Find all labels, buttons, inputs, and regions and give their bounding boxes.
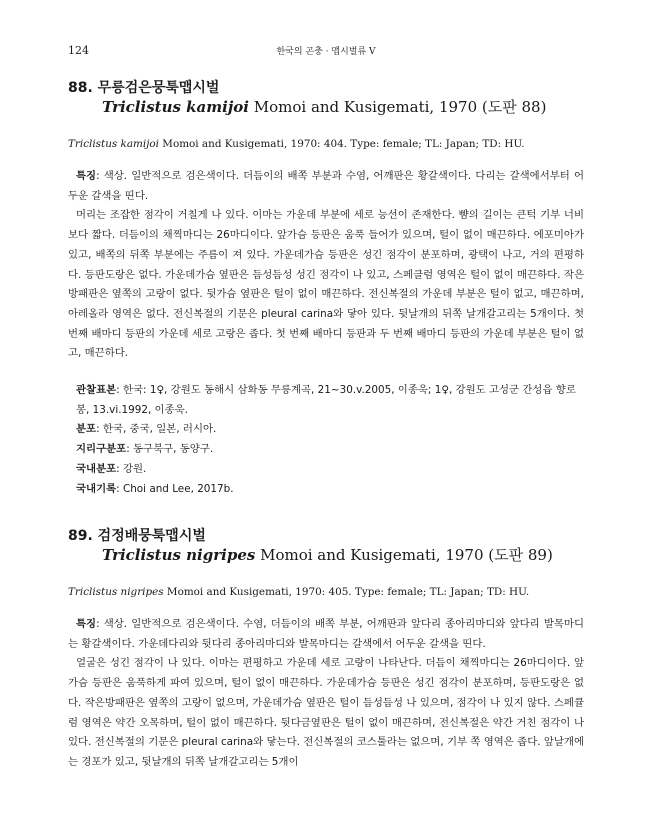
citation-details: Momoi and Kusigemati, 1970: 405. Type: female; TL: Japan; TD: HU. — [163, 586, 530, 598]
citation-name: Triclistus kamijoi — [68, 138, 159, 150]
domestic-distribution — [68, 460, 584, 480]
distribution — [68, 420, 584, 440]
original-citation — [68, 137, 584, 151]
morphology-paragraph: 얼굴은 성긴 점각이 나 있다. 이마는 편평하고 가운데 세로 고랑이 나타난다. 더듬이 채찍마디는 26마디이다. 앞가슴 등판은 움푹하게 파여 있으며, 털이 없이 매끈하다. 가운데가슴 등판은 성긴 점각이 분포하며, 등판도랑은 없다. 작은방패판은 옆쪽의 고랑이 없으며, 가운데가슴 옆판은 털이 듬성듬성 나 있으며, 점각이 나 있지 않다. 스페큘럼 영역은 약간 오목하며, 털이 없이 매끈하다. 뒷다금옆판은 털이 없이 매끈하며, 전신복절은 약간 거친 점각이 나 있다. 전신복절의 기문은 pleural carina와 닿는다. 전신복절의 코스툴라는 없으며, 기부 쪽 영역은 좁다. 앞날개에는 경포가 있고, 뒷날개의 뒤쪽 날개갈고리는 5개이 — [68, 657, 584, 768]
species-title-scientific — [102, 545, 584, 565]
scientific-name: Triclistus nigripes — [102, 546, 256, 564]
authority: Momoi and Kusigemati, 1970 (도판 88) — [248, 98, 547, 116]
morphology-paragraph: 머리는 조잡한 점각이 거칠게 나 있다. 이마는 가운데 부분에 세로 능선이 존재한다. 뺨의 길이는 큰턱 기부 너비보다 짧다. 더듬이의 채찍마디는 26마디이다. 앞가슴 등판은 움푹 들어가 있으며, 털이 없이 매끈하다. 에포미아가 있고, 배쪽의 뒤쪽 부분에는 주름이 져 있다. 가운데가슴 등판은 성긴 점각이 분포하며, 광택이 나고, 거의 편평하다. 등판도랑은 없다. 가운데가슴 옆판은 듬성듬성 성긴 점각이 나 있고, 스페클럼 영역은 털이 없이 매끈하다. 작은방패판은 옆쪽의 고랑이 없다. 뒷가슴 옆판은 털이 없이 매끈하다. 전신복절의 가운데 부분은 털이 없고, 매끈하며, 아레올라 영역은 없다. 전신복절의 기문은 pleural carina와 닿아 있다. 뒷날개의 뒤쪽 날개갈고리는 5개이다. 첫 번째 배마디 등판의 가운데 세로 고랑은 좁다. 첫 번째 배마디 등판과 두 번째 배마디 등판의 가운데 부분은 털이 없고, 매끈하다. — [68, 209, 584, 360]
record-text: : Choi and Lee, 2017b. — [116, 482, 234, 495]
species-title-korean: 89. 검정배뭉툭맵시벌 — [68, 528, 206, 544]
specimens-examined — [68, 381, 584, 420]
description-paragraph — [68, 615, 584, 654]
description-paragraph — [68, 167, 584, 206]
page-number: 124 — [68, 44, 89, 57]
domestic-label: 국내분포 — [76, 462, 117, 475]
feature-label: 특징 — [76, 170, 97, 182]
running-header: 한국의 곤충 · 맵시벌류 V — [276, 47, 376, 57]
feature-label: 특징 — [76, 618, 97, 630]
species-section-88 — [68, 79, 584, 499]
citation-name: Triclistus nigripes — [68, 586, 164, 598]
distribution-label: 분포 — [76, 423, 97, 436]
scientific-name: Triclistus kamijoi — [102, 98, 249, 116]
record-label: 국내기록 — [76, 482, 117, 495]
citation-details: Momoi and Kusigemati, 1970: 404. Type: female; TL: Japan; TD: HU. — [159, 138, 525, 150]
zoogeographic-distribution — [68, 440, 584, 460]
zoogeo-text: : 동구북구, 동양구. — [126, 443, 214, 456]
species-title-scientific — [102, 97, 584, 117]
specimens-text: : 한국: 1♀, 강원도 동해시 삼화동 무릉계곡, 21~30.v.2005, 이종욱; 1♀, 강원도 고성군 간성읍 향로봉, 13.vi.1992, 이종욱. — [76, 384, 576, 416]
zoogeo-label: 지리구분포 — [76, 443, 127, 456]
authority: Momoi and Kusigemati, 1970 (도판 89) — [255, 546, 553, 564]
feature-text: : 색상. 일반적으로 검은색이다. 수염, 더듬이의 배쪽 부분, 어깨판과 앞다리 종아리마디와 앞다리 발목마디는 황갈색이다. 가운데다리와 뒷다리 종아리마디와 발목마디는 갈색에서 어두운 갈색을 띤다. — [68, 618, 584, 650]
species-section-89 — [68, 527, 584, 773]
specimens-label: 관찰표본 — [76, 384, 117, 397]
domestic-text: : 강원. — [116, 462, 147, 475]
feature-text: : 색상. 일반적으로 검은색이다. 더듬이의 배쪽 부분과 수염, 어깨판은 황갈색이다. 다리는 갈색에서부터 어두운 갈색을 띤다. — [68, 170, 584, 202]
original-citation — [68, 585, 584, 599]
domestic-record — [68, 480, 584, 500]
distribution-text: : 한국, 중국, 일본, 러시아. — [96, 423, 217, 436]
species-title-korean: 88. 무릉검은뭉툭맵시벌 — [68, 80, 220, 96]
